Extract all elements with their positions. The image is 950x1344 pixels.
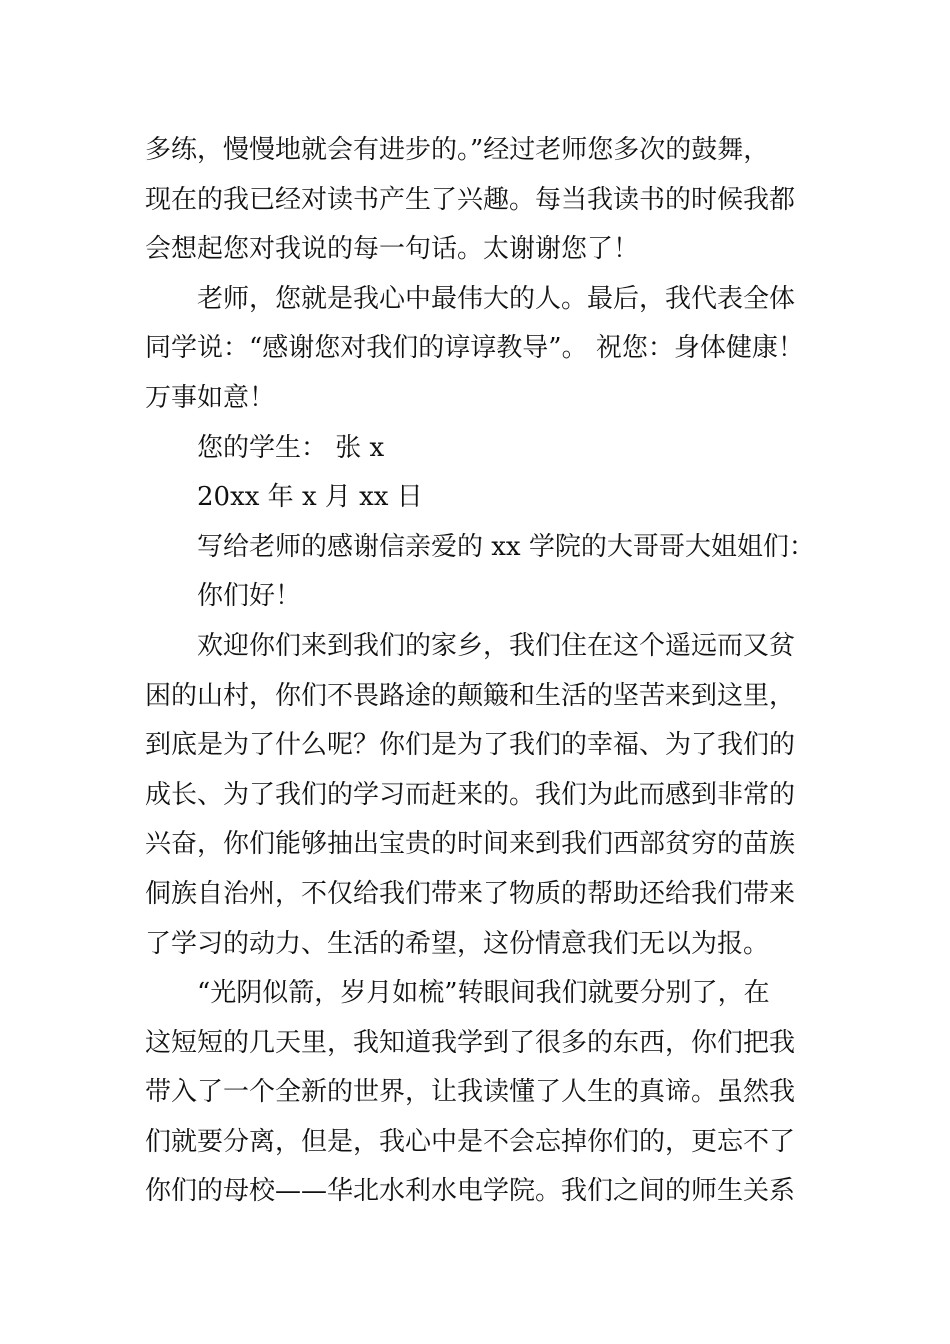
text-line: 了学习的动力、生活的希望，这份情意我们无以为报。 — [145, 928, 770, 959]
text-line: 你们好！ — [197, 581, 302, 612]
text-line: 到底是为了什么呢？你们是为了我们的幸福、为了我们的 — [145, 730, 796, 761]
text-line: “光阴似箭，岁月如梳”转眼间我们就要分别了，在 — [197, 978, 770, 1009]
text-line: 20xx 年 x 月 xx 日 — [197, 482, 423, 513]
text-line: 老师，您就是我心中最伟大的人。最后，我代表全体 — [197, 283, 796, 314]
text-line: 们就要分离，但是，我心中是不会忘掉你们的，更忘不了 — [145, 1126, 796, 1157]
text-line: 你们的母校——华北水利水电学院。我们之间的师生关系 — [145, 1176, 796, 1207]
text-line: 成长、为了我们的学习而赶来的。我们为此而感到非常的 — [145, 779, 796, 810]
text-line: 多练，慢慢地就会有进步的。”经过老师您多次的鼓舞， — [145, 135, 770, 165]
text-line: 万事如意！ — [145, 382, 276, 413]
text-line: 这短短的几天里，我知道我学到了很多的东西，你们把我 — [145, 1027, 796, 1058]
text-line: 您的学生： 张 x — [197, 432, 385, 463]
text-line: 现在的我已经对读书产生了兴趣。每当我读书的时候我都 — [145, 184, 796, 215]
text-line: 带入了一个全新的世界，让我读懂了人生的真谛。虽然我 — [145, 1077, 796, 1108]
text-line: 会想起您对我说的每一句话。太谢谢您了！ — [145, 234, 640, 265]
letter-body — [145, 126, 835, 1217]
text-line: 侗族自治州，不仅给我们带来了物质的帮助还给我们带来 — [145, 878, 796, 909]
text-line: 写给老师的感谢信亲爱的 xx 学院的大哥哥大姐姐们： — [197, 531, 815, 562]
text-line: 兴奋，你们能够抽出宝贵的时间来到我们西部贫穷的苗族 — [145, 829, 796, 860]
text-line: 欢迎你们来到我们的家乡，我们住在这个遥远而又贫 — [197, 630, 796, 661]
text-line: 同学说：“感谢您对我们的谆谆教导”。 祝您：身体健康！ — [145, 333, 804, 364]
text-line: 困的山村，你们不畏路途的颠簸和生活的坚苦来到这里， — [145, 680, 796, 711]
